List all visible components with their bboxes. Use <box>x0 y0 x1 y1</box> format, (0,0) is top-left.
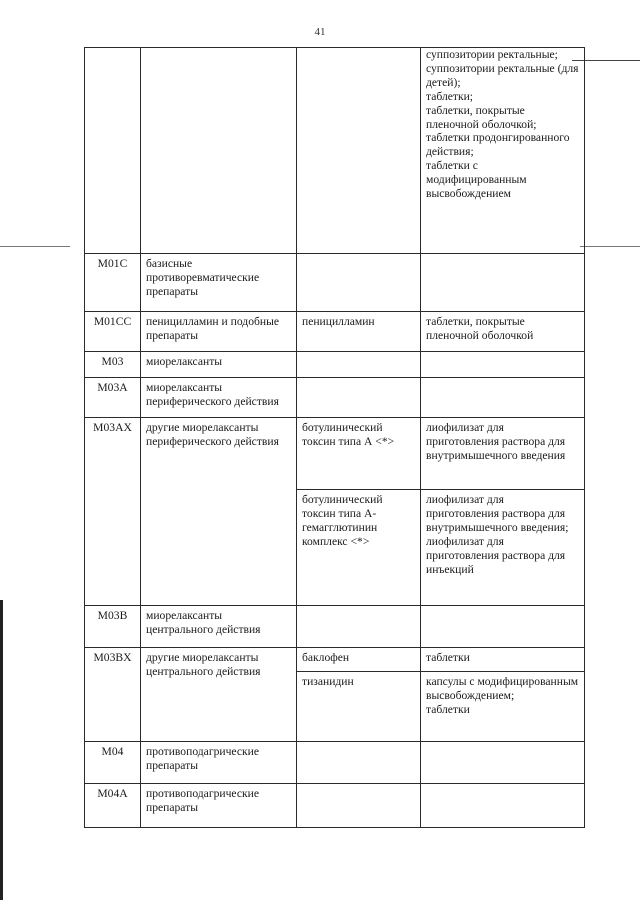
dosage-forms-cell <box>421 48 585 254</box>
table-row <box>85 418 585 490</box>
table-row <box>85 742 585 784</box>
group-cell: другие миорелаксанты центрального действия <box>141 648 297 742</box>
atc-code-cell <box>85 48 141 254</box>
drug-cell <box>297 784 421 828</box>
dosage-form: таблетки <box>426 651 470 664</box>
group-cell: противоподагрические препараты <box>141 742 297 784</box>
atc-code-cell: M03AX <box>85 418 141 606</box>
dosage-form: суппозитории ректальные (для детей); <box>426 61 579 89</box>
atc-code-cell: M04A <box>85 784 141 828</box>
atc-code-cell: M03BX <box>85 648 141 742</box>
dosage-forms-cell <box>421 378 585 418</box>
drug-cell: ботулинический токсин типа А-гемагглютинин комплекс <*> <box>297 490 421 606</box>
group-cell: миорелаксанты периферического действия <box>141 378 297 418</box>
table-row <box>85 378 585 418</box>
dosage-form: таблетки <box>426 702 470 716</box>
dosage-forms-cell <box>421 254 585 312</box>
drug-cell: тизанидин <box>297 672 421 742</box>
drug-cell: баклофен <box>297 648 421 672</box>
drug-cell <box>297 378 421 418</box>
atc-code-cell: M03B <box>85 606 141 648</box>
dosage-form: лиофилизат для приготовления раствора для внутримышечного введения <box>426 421 566 462</box>
table-row <box>85 352 585 378</box>
dosage-forms-cell <box>421 418 585 490</box>
group-cell: миорелаксанты центрального действия <box>141 606 297 648</box>
dosage-forms-cell <box>421 672 585 742</box>
drug-cell <box>297 352 421 378</box>
drug-cell <box>297 48 421 254</box>
table-row <box>85 254 585 312</box>
scan-margin-mark <box>0 600 3 900</box>
dosage-forms-cell <box>421 742 585 784</box>
dosage-forms-cell <box>421 784 585 828</box>
drug-cell <box>297 254 421 312</box>
atc-code-cell: M01C <box>85 254 141 312</box>
dosage-forms-cell <box>421 606 585 648</box>
drug-cell <box>297 606 421 648</box>
atc-code-cell: M03A <box>85 378 141 418</box>
dosage-form: суппозитории ректальные; <box>426 48 558 61</box>
table-row <box>85 648 585 672</box>
drug-cell <box>297 742 421 784</box>
dosage-forms-cell <box>421 490 585 606</box>
group-cell: миорелаксанты <box>141 352 297 378</box>
dosage-forms-cell <box>421 352 585 378</box>
atc-code-cell: M04 <box>85 742 141 784</box>
table-row <box>85 784 585 828</box>
table-row <box>85 606 585 648</box>
atc-code-cell: M03 <box>85 352 141 378</box>
dosage-form: лиофилизат для приготовления раствора для инъекций <box>426 534 566 576</box>
drug-cell: пеницилламин <box>297 312 421 352</box>
scan-artifact-line <box>0 246 70 247</box>
scan-artifact-line <box>580 246 640 247</box>
table-row <box>85 312 585 352</box>
page-number: 41 <box>314 26 326 38</box>
dosage-forms-cell <box>421 312 585 352</box>
atc-code-cell: M01CC <box>85 312 141 352</box>
group-cell: базисные противоревматические препараты <box>141 254 297 312</box>
group-cell: другие миорелаксанты периферического действия <box>141 418 297 606</box>
dosage-form: таблетки; <box>426 89 474 103</box>
table-row <box>85 48 585 254</box>
dosage-form: лиофилизат для приготовления раствора для внутримышечного введения; <box>426 493 569 534</box>
dosage-form: таблетки продонгированного действия; <box>426 131 570 159</box>
dosage-form: капсулы с модифицированным высвобождением; <box>426 675 579 702</box>
dosage-form: таблетки, покрытые пленочной оболочкой <box>426 315 534 342</box>
dosage-form: таблетки с модифицированным высвобождением <box>426 159 527 201</box>
dosage-forms-cell <box>421 648 585 672</box>
drug-cell: ботулинический токсин типа А <*> <box>297 418 421 490</box>
group-cell: противоподагрические препараты <box>141 784 297 828</box>
dosage-form: таблетки, покрытые пленочной оболочкой; <box>426 103 537 131</box>
group-cell: пеницилламин и подобные препараты <box>141 312 297 352</box>
group-cell <box>141 48 297 254</box>
medication-table <box>84 47 585 828</box>
